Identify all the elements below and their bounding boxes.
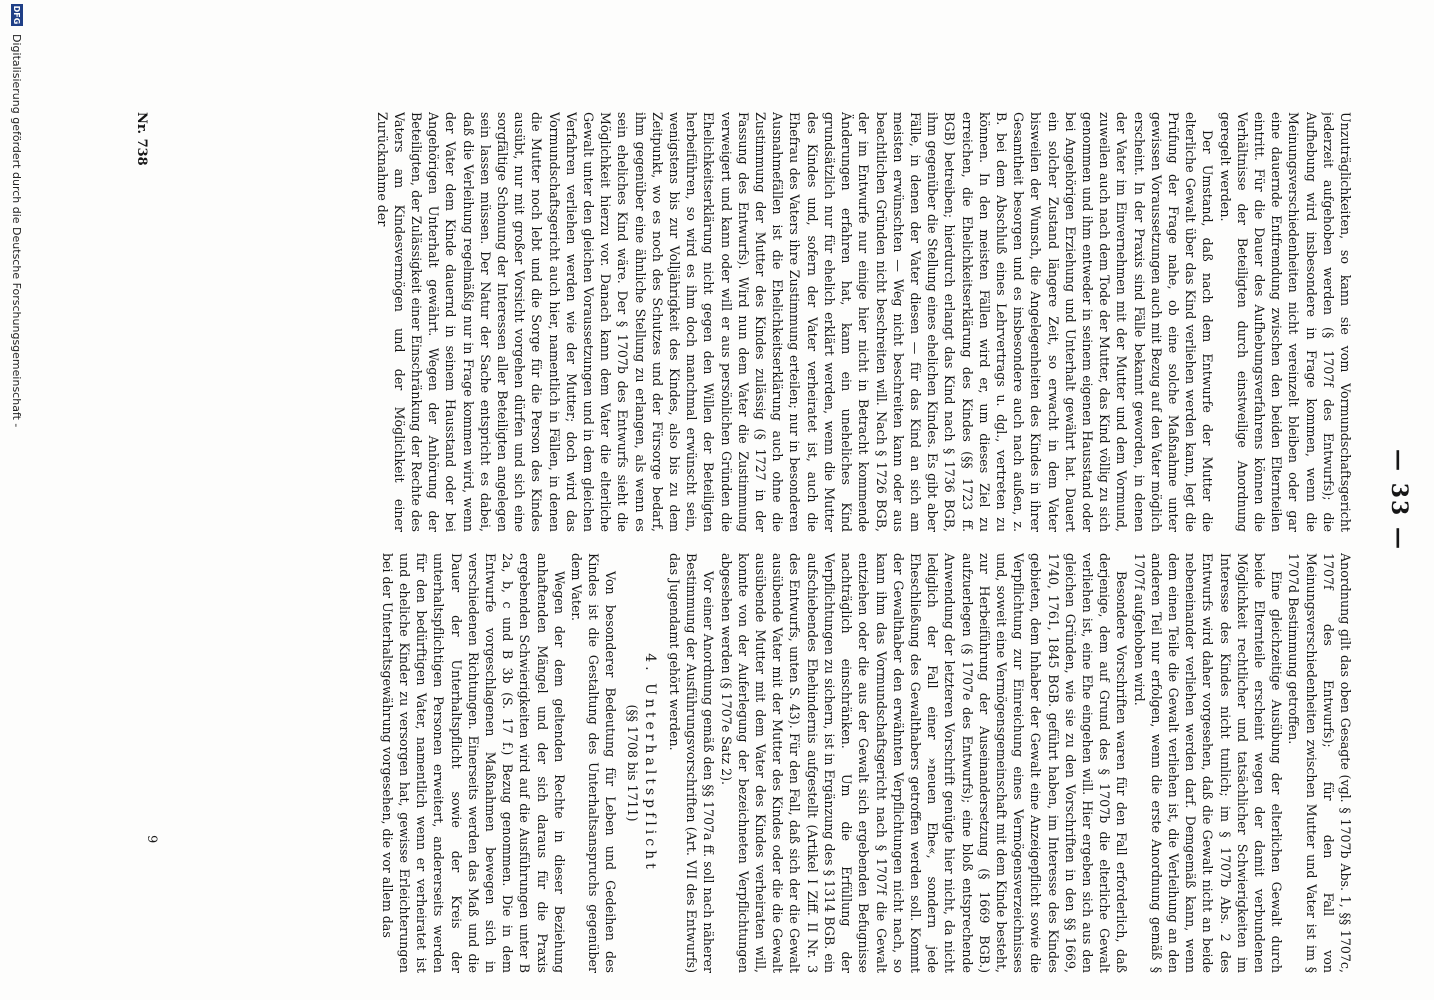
- paragraph: Unzuträglichkeiten, so kann sie vom Vormundschaftsgericht jederzeit aufgehoben werden (§ 1707f des Entwurfs); die Aufhebung wird insbesondere in Frage kommen, wenn die Meinungsverschiedenheiten nicht vereinzelt bleiben oder gar eine dauernde Entfremdung zwischen den beiden Elternteilen eintritt. Für die Dauer des Aufhebungsverfahrens können die Verhältnisse der Beteiligten durch einstweilige Anordnung geregelt werden.: [1217, 112, 1353, 532]
- document-code: Nr. 738: [134, 112, 149, 166]
- paragraph: Besondere Vorschriften waren für den Fall erforderlich, daß derjenige, dem auf Grund des § 1707b die elterliche Gewalt verliehen ist, eine Ehe eingehen will. Hier ergeben sich aus den gleichen Gründen, wie sie zu den Vorschriften in den §§ 1669, 1740, 1761, 1845 BGB. geführt haben, im Interesse des Kindes gebieten, dem Inhaber der Gewalt eine Anzeigepflicht sowie die Verpflichtung zur Einreichung eines Vermögensverzeichnisses und, soweit eine Vermögensgemeinschaft mit dem Kinde besteht, zur Herbeiführung der Auseinandersetzung (§ 1669 BGB.) aufzuerlegen (§ 1707e des Entwurfs); eine bloß entsprechende Anwendung der letzteren Vorschrift genügte hier nicht, da nicht lediglich der Fall einer »neuen Ehe«, sondern jede Eheschließung des Gewalthabers getroffen werden soll. Kommt der Gewalthaber den erwähnten Verpflichtungen nicht nach, so kann ihm das Vormundschaftsgericht nach § 1707f die Gewalt entziehen oder die aus der Gewalt sich ergebenden Befugnisse nachträglich einschränken. Um die Erfüllung der Verpflichtungen zu sichern, ist in Ergänzung des § 1314 BGB. ein aufschiebendes Ehehindernis aufgestellt (Artikel I Ziff. II Nr. 3 des Entwurfs, unten S. 43). Für den Fall, daß sich der die Gewalt ausübende Vater mit der Mutter des Kindes oder die die Gewalt ausübende Mutter mit dem Vater des Kindes verheiraten will, konnte von der Auferlegung der bezeichneten Verpflichtungen abgesehen werden (§ 1707e Satz 2).: [718, 553, 1130, 973]
- digitization-note: Digitalisierung gefördert durch die Deutsche Forschungsgemeinschaft -: [10, 34, 24, 428]
- paragraph: Von besonderer Bedeutung für Leben und Gedeihen des Kindes ist die Gestaltung des Unterhaltsanspruchs gegenüber dem Vater.: [569, 553, 619, 973]
- right-column: [204, 553, 1354, 973]
- paragraph: Anordnung gilt das oben Gesagte (vgl. § 1707b Abs. 1, §§ 1707c, 1707f des Entwurfs); für den Fall von Meinungsverschiedenheiten zwischen Mutter und Vater ist im § 1707d Bestimmung getroffen.: [1286, 553, 1353, 973]
- left-column: [204, 112, 1354, 532]
- digitization-footer: [0, 0, 34, 1004]
- section-heading: 4. Unterhaltspflicht: [641, 653, 658, 873]
- signature-mark: 9: [144, 835, 159, 844]
- section-range: (§§ 1708 bis 1711): [624, 704, 640, 822]
- dfg-logo-icon: DFG: [12, 5, 22, 25]
- paragraph: Eine gleichzeitige Ausübung der elterlichen Gewalt durch beide Elternteile erscheint wegen der damit verbundenen Möglichkeit rechtlicher und tatsächlicher Schwierigkeiten im Interesse des Kindes nicht tunlich; im § 1707b Abs. 2 des Entwurfs wird daher vorgesehen, daß die Gewalt nicht an beide nebeneinander verliehen werden darf. Demgemäß kann, wenn dem einen Teile die Gewalt verliehen ist, die Verleihung an den anderen Teil nur erfolgen, wenn die erste Anordnung gemäß § 1707f aufgehoben wird.: [1131, 553, 1285, 973]
- paragraph: Wegen der dem geltenden Rechte in dieser Beziehung anhaftenden Mängel und der sich daraus für die Praxis ergebenden Schwierigkeiten wird auf die Ausführungen unter B 2a, b, c und B 3b (S. 17 f.) Bezug genommen. Die in dem Entwurfe vorgeschlagenen Maßnahmen bewegen sich in verschiedenen Richtungen. Einerseits werden das Maß und die Dauer der Unterhaltspflicht sowie der Kreis der unterhaltspflichtigen Personen erweitert, andererseits werden für den bedürftigen Vater, namentlich wenn er verheiratet ist und eheliche Kinder zu versorgen hat, gewisse Erleichterungen bei der Unterhaltsgewährung vorgesehen, die vor allem das: [379, 553, 567, 973]
- paragraph: Vor einer Anordnung gemäß den §§ 1707a ff. soll nach näherer Bestimmung der Ausführungsvorschriften (Art. VII des Entwurfs) das Jugendamt gehört werden.: [667, 553, 717, 973]
- paragraph: Der Umstand, daß nach dem Entwurfe der Mutter die elterliche Gewalt über das Kind verliehen werden kann, legt die Prüfung der Frage nahe, ob eine solche Maßnahme unter gewissen Voraussetzungen auch mit Bezug auf den Vater möglich erscheint. In der Praxis sind Fälle bekannt geworden, in denen der Vater im Einvernehmen mit der Mutter und dem Vormund, zuweilen auch nach dem Tode der Mutter, das Kind völlig zu sich genommen und ihm entweder in seinem eigenen Hausstand oder bei Angehörigen Erziehung und Unterhalt gewährt hat. Dauert ein solcher Zustand längere Zeit, so erwacht in dem Vater bisweilen der Wunsch, die Angelegenheiten des Kindes in ihrer Gesamtheit besorgen und es insbesondere auch nach außen, z. B. bei dem Abschluß eines Lehrvertrags u. dgl., vertreten zu können. In den meisten Fällen wird er, um dieses Ziel zu erreichen, die Ehelichkeitserklärung des Kindes (§§ 1723 ff. BGB) betreiben; hierdurch erlangt das Kind nach § 1736 BGB, ihm gegenüber die Stellung eines ehelichen Kindes. Es gibt aber Fälle, in denen der Vater diesen — für das Kind an sich am meisten erwünschten — Weg nicht beschreiten kann oder aus beachtlichen Gründen nicht beschreiten will. Nach § 1726 BGB, der im Entwurfe nur einige hier nicht in Betracht kommende Änderungen erfahren hat, kann ein uneheliches Kind grundsätzlich nur für ehelich erklärt werden, wenn die Mutter des Kindes und, sofern der Vater verheiratet ist, auch die Ehefrau des Vaters ihre Zustimmung erteilen; nur in besonderen Ausnahmefällen ist die Ehelichkeitserklärung auch ohne die Zustimmung der Mutter des Kindes zulässig (§ 1727 in der Fassung des Entwurfs). Wird nun dem Vater die Zustimmung verweigert und kann oder will er aus persönlichen Gründen die Ehelichkeitserklärung nicht gegen den Willen der Beteiligten herbeiführen, so wird es ihm doch manchmal erwünscht sein, wenigstens bis zur Volljährigkeit des Kindes, also bis zu dem Zeitpunkt, wo es noch des Schutzes und der Fürsorge bedarf, ihm gegenüber eine ähnliche Stellung zu erlangen, als wenn es sein eheliches Kind wäre. Der § 1707b des Entwurfs sieht die Möglichkeit hierzu vor. Danach kann dem Vater die elterliche Gewalt unter den gleichen Voraussetzungen und in dem gleichen Verfahren verliehen werden wie der Mutter; doch wird das Vormundschaftsgericht auch hier, namentlich in Fällen, in denen die Mutter noch lebt und die Sorge für die Person des Kindes ausübt, nur mit großer Vorsicht vorgehen dürfen und sich eine sorgfältige Schonung der Interessen aller Beteiligten angelegen sein lassen müssen. Der Natur der Sache entspricht es dabei, daß die Verleihung regelmäßig nur in Frage kommen wird, wenn der Vater dem Kinde dauernd in seinem Hausstand oder bei Angehörigen Unterhalt gewährt. Wegen der Anhörung der Beteiligten, der Zulässigkeit einer Einschränkung der Rechte des Vaters am Kindesvermögen und der Möglichkeit einer Zurücknahme der: [374, 112, 1216, 532]
- page-number: — 33 —: [1386, 449, 1412, 551]
